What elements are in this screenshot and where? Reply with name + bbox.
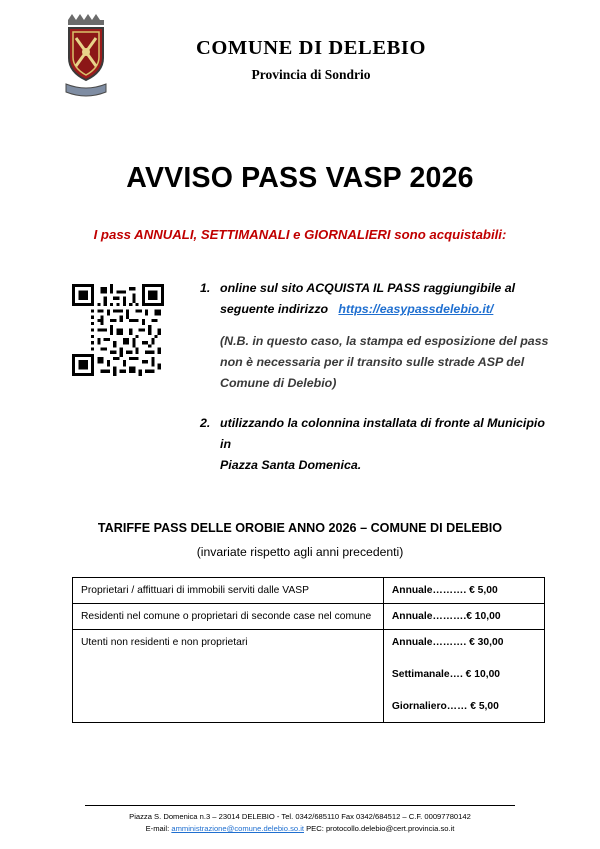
email-link[interactable]: amministrazione@comune.delebio.so.it (171, 824, 304, 834)
table-cell-price (383, 577, 544, 603)
price-line: Annuale………. € 5,00 (391, 584, 498, 596)
document-header (0, 0, 600, 105)
note-line1: (N.B. in questo caso, la stampa ed esposizione del pass (220, 333, 549, 348)
purchase-methods-section (0, 278, 600, 477)
price-line: Annuale………. € 30,00 (391, 636, 504, 648)
tariff-subtitle: (invariate rispetto agli anni precedenti) (196, 544, 404, 559)
provincia-subtitle: Provincia di Sondrio (251, 66, 371, 82)
tariff-table (72, 577, 545, 723)
list-item-line1: online sul sito ACQUISTA IL PASS raggiungibile al (220, 281, 516, 295)
easypass-link[interactable]: https://easypassdelebio.it/ (338, 302, 494, 317)
table-cell-description: Residenti nel comune o proprietari di seconde case nel comune (73, 603, 384, 629)
list-item-number: 2. (200, 415, 211, 430)
note-line2: non è necessaria per il transito sulle strade ASP del (220, 354, 525, 369)
tariff-table-wrapper (72, 577, 545, 723)
pec-address: protocollo.delebio@cert.provincia.so.it (325, 824, 455, 834)
table-row (73, 577, 545, 603)
list-item (200, 413, 550, 477)
price-line: Giornaliero…… € 5,00 (391, 700, 499, 712)
coat-of-arms-icon (60, 14, 112, 102)
document-footer (0, 805, 600, 835)
footer-pec-label: PEC: (304, 824, 326, 834)
table-cell-description: Utenti non residenti e non proprietari (73, 629, 384, 722)
table-row (73, 629, 545, 722)
comune-title: COMUNE DI DELEBIO (195, 37, 427, 59)
tariff-title: TARIFFE PASS DELLE OROBIE ANNO 2026 – COMUNE DI DELEBIO (97, 520, 503, 535)
footer-email-label: E-mail: (145, 824, 172, 834)
subtitle: I pass ANNUALI, SETTIMANALI e GIORNALIERI sono acquistabili: (93, 227, 507, 242)
footer-address-line: Piazza S. Domenica n.3 – 23014 DELEBIO - Tel. 0342/685110 Fax 0342/684512 – C.F. 00097780142 (129, 812, 471, 822)
list-item-line1: utilizzando la colonnina installata di fronte al Municipio in (220, 415, 545, 451)
table-row (73, 603, 545, 629)
list-item-line2: Piazza Santa Domenica. (220, 458, 362, 473)
qr-code-icon[interactable] (72, 284, 164, 376)
page-title: AVVISO PASS VASP 2026 (126, 162, 474, 194)
footer-contact-line (0, 823, 600, 835)
numbered-list (168, 278, 550, 477)
footer-divider (85, 805, 515, 806)
table-cell-price (383, 603, 544, 629)
table-cell-price (383, 629, 544, 722)
list-item-line2: seguente indirizzo (220, 302, 329, 317)
table-cell-description: Proprietari / affittuari di immobili serviti dalle VASP (73, 577, 384, 603)
header-text-block (112, 14, 560, 83)
price-line: Annuale……….€ 10,00 (391, 610, 501, 622)
list-item-number: 1. (200, 281, 211, 295)
list-item (200, 278, 550, 395)
qr-code-holder (72, 278, 168, 477)
price-line: Settimanale…. € 10,00 (391, 668, 501, 680)
note-line3: Comune di Delebio) (220, 376, 337, 391)
